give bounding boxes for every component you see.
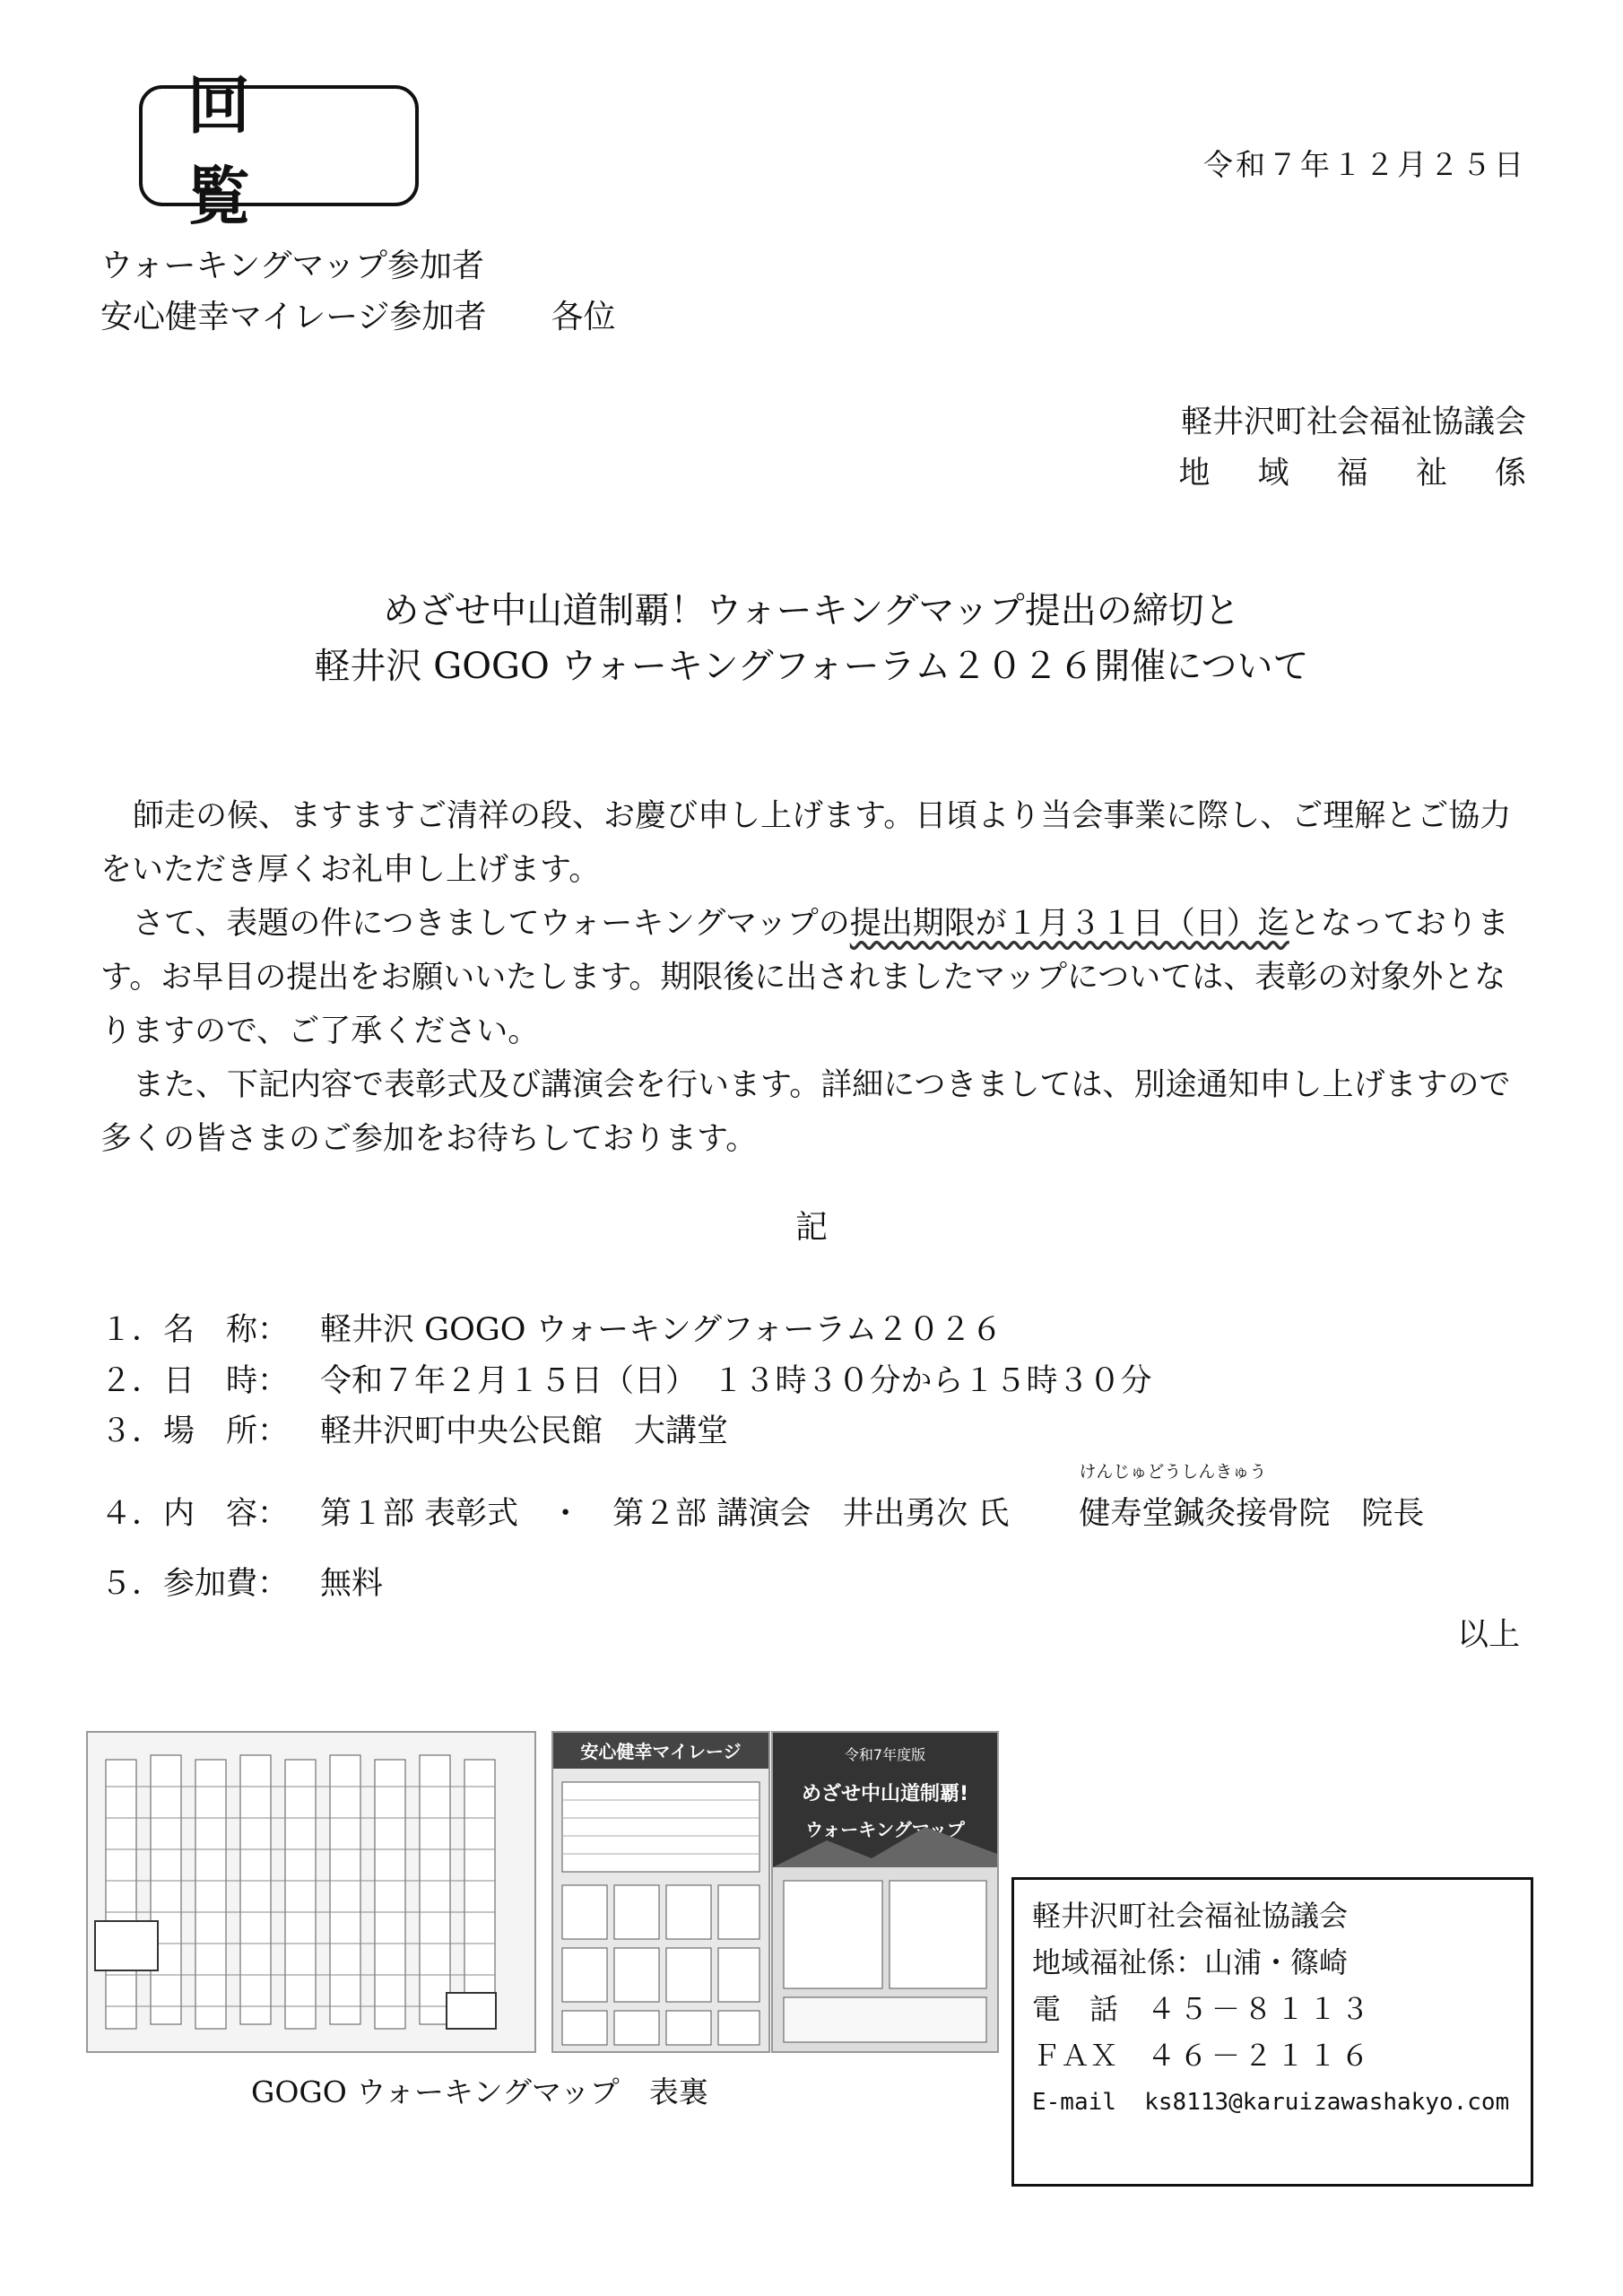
- notice-body: [100, 789, 1535, 1166]
- item-content: ４．内 容： 第１部 表彰式 ・ 第２部 講演会 井出勇次 氏 けんじゅどうしんきゅう 健寿堂鍼灸接骨院 院長: [100, 1489, 1424, 1534]
- walking-map-poster-graphic: [773, 1733, 997, 2051]
- sender-org: 軽井沢町社会福祉協議会: [1180, 404, 1526, 440]
- walking-map-front-image: [86, 1731, 536, 2053]
- item-fee: ５．参加費： 無料: [100, 1566, 384, 1602]
- contact-tel: 電 話 ４５－８１１３: [1032, 1992, 1374, 2026]
- body-paragraph-1: 師走の候、ますますご清祥の段、お慶び申し上げます。日頃より当会事業に際し、ご理解とご協力をいただき厚くお礼申し上げます。: [100, 798, 1512, 888]
- notice-title-line-2: 軽井沢 GOGO ウォーキングフォーラム２０２６開催について: [314, 646, 1309, 687]
- mileage-sheet-image: [551, 1731, 770, 2053]
- item-name: １．名 称： 軽井沢 GOGO ウォーキングフォーラム２０２６: [100, 1312, 1003, 1348]
- item-place: ３．場 所： 軽井沢町中央公民館 大講堂: [100, 1413, 729, 1449]
- contact-org: 軽井沢町社会福祉協議会: [1032, 1899, 1349, 1933]
- poster-banner: 令和7年度版: [844, 1746, 926, 1763]
- walking-map-poster-image: [771, 1731, 999, 2053]
- poster-subtitle: ウォーキングマップ: [805, 1819, 965, 1840]
- poster-title: めざせ中山道制覇!: [801, 1783, 969, 1805]
- image-caption: GOGO ウォーキングマップ 表裏: [251, 2074, 708, 2109]
- deadline-underlined: 提出期限が１月３１日（日）迄: [849, 906, 1289, 942]
- closing-ijou: 以上: [1456, 1617, 1520, 1653]
- body-paragraph-2: さて、表題の件につきましてウォーキングマップの提出期限が１月３１日（日）迄となっております。お早目の提出をお願いいたします。期限後に出されましたマップについては、表彰の対象外となりますので、ご了承ください。: [100, 906, 1509, 1049]
- item-datetime: ２．日 時： 令和７年２月１５日（日） １３時３０分から１５時３０分: [100, 1363, 1152, 1399]
- ki-heading: 記: [794, 1209, 828, 1246]
- mileage-title: 安心健幸マイレージ: [580, 1741, 742, 1762]
- circular-stamp-box: [139, 68, 419, 233]
- contact-email: E-mail ks8113@karuizawashakyo.com: [1032, 2089, 1510, 2116]
- contact-fax: ＦＡＸ ４６－２１１６: [1032, 2039, 1374, 2073]
- contact-box: [1011, 1877, 1533, 2187]
- notice-title-line-1: めざせ中山道制覇！ウォーキングマップ提出の締切と: [383, 590, 1240, 631]
- lecturer-affiliation: けんじゅどうしんきゅう 健寿堂鍼灸接骨院 院長: [1079, 1489, 1424, 1534]
- mileage-sheet-graphic: [553, 1733, 768, 2051]
- circular-label: 回 覧: [187, 68, 295, 233]
- sender-dept: 地 域 福 祉 係: [1178, 456, 1526, 491]
- body-paragraph-3: また、下記内容で表彰式及び講演会を行います。詳細につきましては、別途通知申し上げますので多くの皆さまのご参加をお待ちしております。: [100, 1067, 1511, 1157]
- affiliation-ruby: けんじゅどうしんきゅう: [1079, 1462, 1267, 1482]
- contact-dept: 地域福祉係：山浦・篠崎: [1032, 1945, 1349, 1979]
- issue-date: 令和７年１２月２５日: [1203, 147, 1526, 182]
- walking-map-front-graphic: [88, 1733, 534, 2051]
- recipient-line-1: ウォーキングマップ参加者: [100, 248, 485, 284]
- recipient-line-2: 安心健幸マイレージ参加者 各位: [100, 299, 616, 335]
